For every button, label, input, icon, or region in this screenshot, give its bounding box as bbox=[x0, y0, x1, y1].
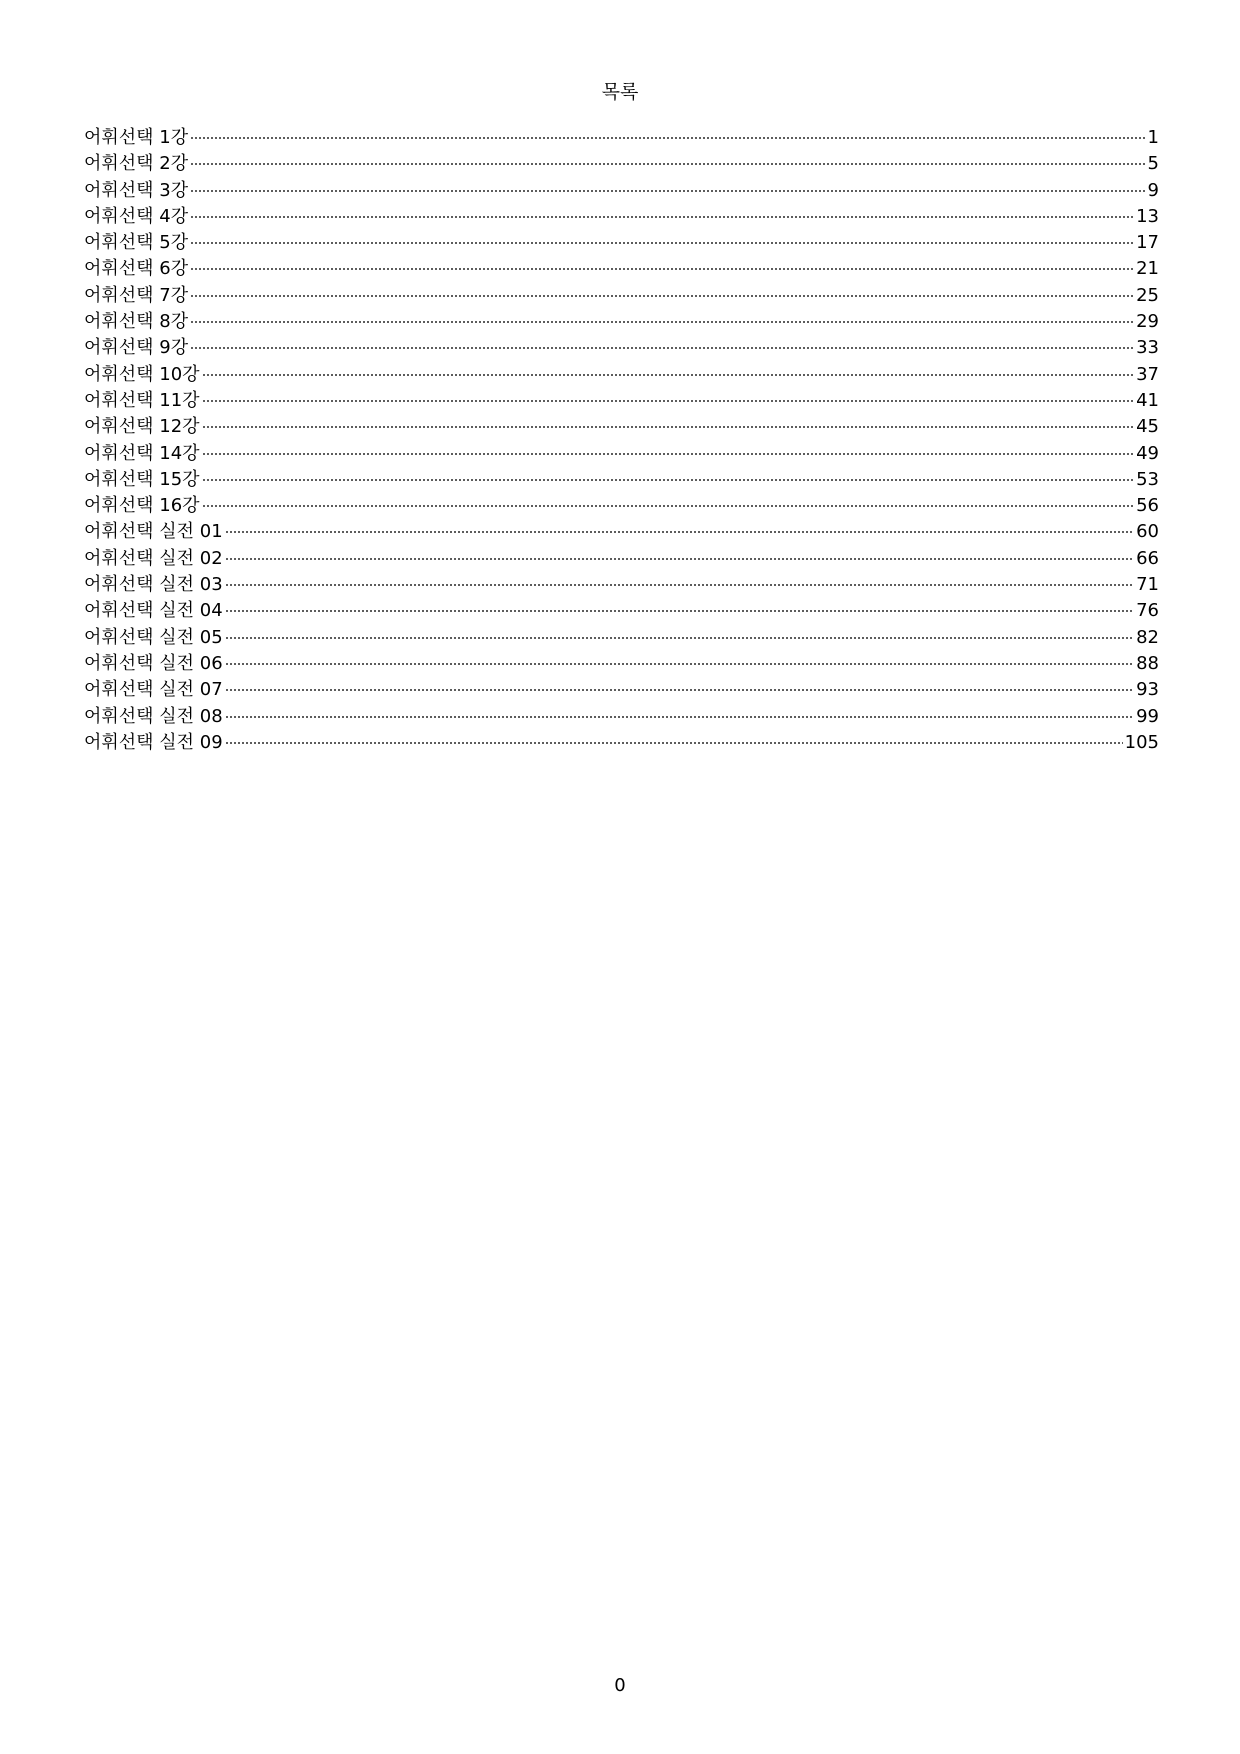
toc-entry[interactable] bbox=[84, 493, 1159, 519]
toc-entry-label: 어휘선택 12강 bbox=[84, 416, 200, 438]
toc-entry[interactable] bbox=[84, 204, 1159, 230]
toc-entry-page: 93 bbox=[1136, 679, 1159, 701]
toc-entry-label: 어휘선택 실전 07 bbox=[84, 679, 223, 701]
toc-entry-label: 어휘선택 16강 bbox=[84, 495, 200, 517]
toc-entry-label: 어휘선택 9강 bbox=[84, 337, 189, 359]
toc-entry-page: 99 bbox=[1136, 705, 1159, 727]
toc-entry-label: 어휘선택 11강 bbox=[84, 389, 200, 411]
toc-entry-label: 어휘선택 2강 bbox=[84, 153, 189, 175]
toc-entry-label: 어휘선택 10강 bbox=[84, 363, 200, 385]
toc-dot-leader bbox=[190, 256, 1134, 274]
toc-entry-label: 어휘선택 실전 08 bbox=[84, 705, 223, 727]
toc-entry-label: 어휘선택 7강 bbox=[84, 284, 189, 306]
toc-entry-page: 56 bbox=[1136, 495, 1159, 517]
toc-entry-label: 어휘선택 15강 bbox=[84, 468, 200, 490]
toc-dot-leader bbox=[190, 151, 1145, 169]
table-of-contents bbox=[84, 125, 1159, 756]
toc-dot-leader bbox=[190, 309, 1134, 327]
toc-dot-leader bbox=[202, 362, 1135, 380]
toc-entry-page: 41 bbox=[1136, 389, 1159, 411]
toc-dot-leader bbox=[225, 572, 1134, 590]
toc-dot-leader bbox=[225, 519, 1134, 537]
toc-entry[interactable] bbox=[84, 230, 1159, 256]
toc-entry[interactable] bbox=[84, 362, 1159, 388]
toc-dot-leader bbox=[225, 625, 1134, 643]
toc-entry-page: 29 bbox=[1136, 311, 1159, 333]
toc-entry-page: 76 bbox=[1136, 600, 1159, 622]
toc-entry-label: 어휘선택 실전 05 bbox=[84, 626, 223, 648]
toc-entry-page: 33 bbox=[1136, 337, 1159, 359]
toc-entry-label: 어휘선택 4강 bbox=[84, 205, 189, 227]
toc-entry-label: 어휘선택 5강 bbox=[84, 232, 189, 254]
toc-entry-label: 어휘선택 실전 03 bbox=[84, 574, 223, 596]
toc-entry-page: 25 bbox=[1136, 284, 1159, 306]
toc-entry[interactable] bbox=[84, 414, 1159, 440]
toc-entry[interactable] bbox=[84, 546, 1159, 572]
toc-entry[interactable] bbox=[84, 178, 1159, 204]
toc-entry-label: 어휘선택 실전 02 bbox=[84, 547, 223, 569]
toc-entry-label: 어휘선택 1강 bbox=[84, 127, 189, 148]
toc-dot-leader bbox=[225, 730, 1123, 748]
toc-entry[interactable] bbox=[84, 125, 1159, 151]
toc-dot-leader bbox=[225, 651, 1134, 669]
toc-entry[interactable] bbox=[84, 704, 1159, 730]
page-title: 목록 bbox=[601, 81, 639, 103]
toc-entry-label: 어휘선택 실전 04 bbox=[84, 600, 223, 622]
toc-entry-label: 어휘선택 3강 bbox=[84, 179, 189, 201]
toc-entry-label: 어휘선택 6강 bbox=[84, 258, 189, 280]
toc-entry-label: 어휘선택 실전 09 bbox=[84, 731, 223, 753]
toc-dot-leader bbox=[202, 493, 1135, 511]
toc-dot-leader bbox=[190, 283, 1134, 301]
toc-entry[interactable] bbox=[84, 151, 1159, 177]
toc-entry-page: 82 bbox=[1136, 626, 1159, 648]
toc-dot-leader bbox=[225, 704, 1134, 722]
toc-entry[interactable] bbox=[84, 441, 1159, 467]
toc-entry-page: 71 bbox=[1136, 574, 1159, 596]
toc-entry[interactable] bbox=[84, 598, 1159, 624]
toc-entry-page: 17 bbox=[1136, 232, 1159, 254]
toc-dot-leader bbox=[202, 467, 1135, 485]
toc-dot-leader bbox=[190, 178, 1145, 196]
toc-entry-page: 53 bbox=[1136, 468, 1159, 490]
toc-entry[interactable] bbox=[84, 283, 1159, 309]
toc-dot-leader bbox=[190, 125, 1145, 143]
toc-dot-leader bbox=[202, 388, 1135, 406]
toc-entry[interactable] bbox=[84, 388, 1159, 414]
toc-dot-leader bbox=[225, 598, 1134, 616]
toc-entry[interactable] bbox=[84, 467, 1159, 493]
toc-dot-leader bbox=[202, 414, 1135, 432]
toc-entry-label: 어휘선택 실전 01 bbox=[84, 521, 223, 543]
toc-entry-page: 45 bbox=[1136, 416, 1159, 438]
toc-dot-leader bbox=[225, 677, 1134, 695]
toc-entry-page: 9 bbox=[1147, 179, 1159, 201]
toc-dot-leader bbox=[190, 230, 1134, 248]
toc-entry[interactable] bbox=[84, 335, 1159, 361]
toc-dot-leader bbox=[225, 546, 1134, 564]
toc-entry-label: 어휘선택 8강 bbox=[84, 311, 189, 333]
toc-entry[interactable] bbox=[84, 625, 1159, 651]
toc-entry[interactable] bbox=[84, 519, 1159, 545]
toc-entry[interactable] bbox=[84, 651, 1159, 677]
toc-entry-label: 어휘선택 실전 06 bbox=[84, 652, 223, 674]
toc-entry[interactable] bbox=[84, 309, 1159, 335]
toc-entry-page: 13 bbox=[1136, 205, 1159, 227]
toc-entry-page: 49 bbox=[1136, 442, 1159, 464]
page-number: 0 bbox=[614, 1675, 626, 1696]
toc-entry-page: 5 bbox=[1147, 153, 1159, 175]
toc-entry-page: 105 bbox=[1124, 731, 1159, 753]
toc-dot-leader bbox=[202, 441, 1135, 459]
toc-entry-page: 37 bbox=[1136, 363, 1159, 385]
toc-entry-page: 1 bbox=[1147, 127, 1159, 148]
toc-entry[interactable] bbox=[84, 572, 1159, 598]
toc-dot-leader bbox=[190, 335, 1134, 353]
toc-entry-page: 21 bbox=[1136, 258, 1159, 280]
toc-entry-page: 88 bbox=[1136, 652, 1159, 674]
toc-entry-page: 66 bbox=[1136, 547, 1159, 569]
toc-entry[interactable] bbox=[84, 730, 1159, 756]
toc-dot-leader bbox=[190, 204, 1134, 222]
toc-entry-label: 어휘선택 14강 bbox=[84, 442, 200, 464]
toc-entry[interactable] bbox=[84, 677, 1159, 703]
toc-entry-page: 60 bbox=[1136, 521, 1159, 543]
toc-entry[interactable] bbox=[84, 256, 1159, 282]
